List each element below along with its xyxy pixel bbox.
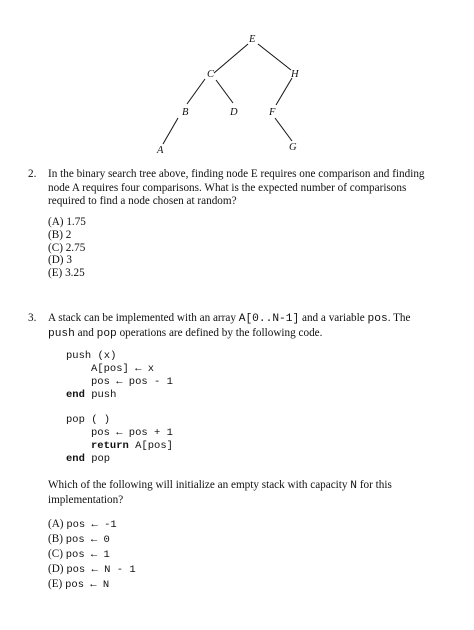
question-3-line-1-text-a: A stack can be implemented with an array — [48, 312, 239, 324]
pos-variable-code: pos — [367, 313, 388, 325]
capacity-code: N — [350, 480, 358, 492]
question-3-prompt — [48, 479, 468, 507]
edge-C-D — [216, 80, 233, 103]
binary-search-tree-diagram — [0, 0, 474, 160]
question-2-option-c: (C) 2.75 — [48, 241, 86, 254]
pop-code: pop — [96, 327, 117, 340]
end-keyword: end — [66, 389, 85, 401]
node-B: B — [182, 107, 189, 118]
question-3-option-e — [48, 577, 136, 592]
question-3-option-d — [48, 562, 136, 577]
push-body-line-1: A[pos] ← x — [91, 363, 155, 375]
question-2-option-b: (B) 2 — [48, 228, 72, 241]
option-code: pos ← 1 — [65, 549, 110, 561]
pop-body-line-1: pos ← pos + 1 — [91, 427, 173, 439]
push-code: push — [48, 327, 75, 340]
question-3-line-1-text-c: . The — [387, 312, 411, 324]
question-2-text — [48, 168, 468, 209]
question-3-option-b — [48, 532, 136, 547]
pop-body-line-2 — [66, 440, 173, 453]
end-keyword: end — [66, 453, 85, 465]
question-2-line-3: required to find a node chosen at random? — [48, 195, 237, 208]
code-spacer — [66, 402, 173, 414]
option-code: pos ← N - 1 — [66, 564, 136, 576]
option-code: pos ← -1 — [66, 519, 117, 531]
question-3-line-1-text-b: and a variable — [299, 312, 368, 324]
edge-E-C — [214, 44, 248, 73]
question-3-line-2-text-a: and — [74, 326, 97, 339]
node-D: D — [230, 107, 238, 118]
option-code: pos ← 0 — [65, 534, 110, 546]
question-3-option-c — [48, 547, 136, 562]
option-label: (D) — [48, 563, 64, 575]
edge-H-F — [276, 78, 292, 105]
pop-end — [66, 453, 173, 466]
question-2-option-e: (E) 3.25 — [48, 267, 85, 280]
question-2-line-1: In the binary search tree above, finding node E requires one comparison and finding — [48, 168, 425, 180]
edge-C-B — [187, 79, 205, 104]
option-code: pos ← N — [65, 579, 110, 591]
question-3-line-2 — [48, 327, 468, 342]
question-2-option-d: (D) 3 — [48, 254, 72, 267]
question-3-number: 3. — [28, 312, 37, 324]
pop-header: pop ( ) — [66, 414, 111, 426]
question-2-number: 2. — [28, 168, 37, 180]
option-label: (A) — [48, 518, 64, 530]
option-label: (E) — [48, 578, 63, 590]
option-label: (C) — [48, 548, 63, 560]
pop-return-value: A[pos] — [128, 440, 173, 452]
question-3-prompt-text-b: for this — [357, 479, 392, 491]
question-3-intro — [48, 312, 468, 341]
push-body-line-2: pos ← pos - 1 — [91, 376, 173, 388]
option-label: (B) — [48, 533, 63, 545]
edge-E-H — [258, 44, 291, 70]
question-2-option-a: (A) 1.75 — [48, 216, 86, 228]
question-3-options — [48, 517, 136, 592]
code-block — [66, 350, 173, 466]
question-3-option-a — [48, 517, 136, 532]
question-2-line-2: node A requires four comparisons. What is the expected number of comparisons — [48, 181, 407, 194]
question-3-line-1 — [48, 312, 468, 327]
push-header: push (x) — [66, 350, 117, 362]
question-3-prompt-line-1 — [48, 479, 468, 494]
question-2-options — [48, 216, 86, 280]
question-3-prompt-line-2: implementation? — [48, 493, 124, 506]
push-end — [66, 389, 173, 402]
node-H: H — [291, 69, 299, 80]
question-3-line-2-text-b: operations are defined by the following code. — [116, 326, 323, 339]
edge-F-G — [275, 118, 292, 141]
question-3-prompt-text-a: Which of the following will initialize an empty stack with capacity — [48, 479, 351, 491]
node-F: F — [269, 107, 276, 118]
node-E: E — [249, 34, 256, 45]
node-A: A — [157, 145, 164, 156]
pop-end-label: pop — [84, 453, 111, 465]
return-keyword: return — [91, 440, 129, 452]
node-C: C — [207, 69, 215, 80]
edge-B-A — [163, 118, 178, 144]
array-code: A[0..N-1] — [238, 313, 300, 325]
node-G: G — [289, 142, 297, 153]
push-end-label: push — [84, 389, 117, 401]
